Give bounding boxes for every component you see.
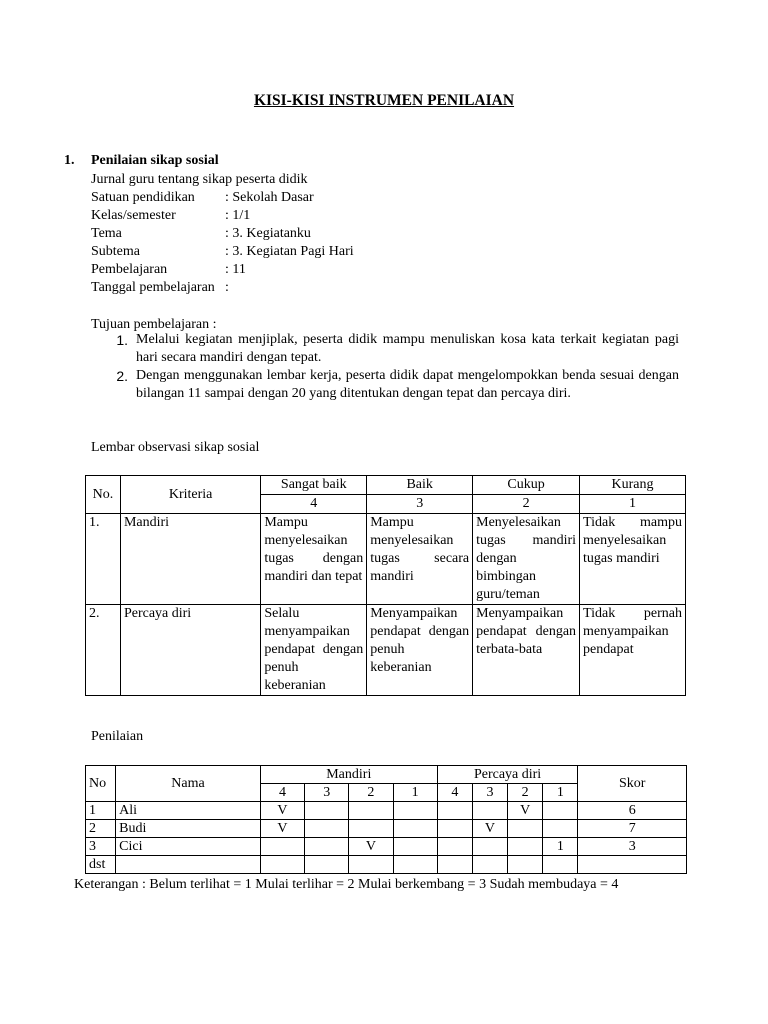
mark-cell [393, 802, 437, 820]
tujuan-item [91, 367, 679, 403]
mark-cell [260, 838, 304, 856]
row-no: 1. [86, 514, 121, 605]
header-nama: Nama [116, 766, 261, 802]
header-score: 3 [472, 784, 507, 802]
mark-cell [349, 802, 393, 820]
mark-cell: V [349, 838, 393, 856]
info-value: : 3. Kegiatanku [225, 226, 311, 241]
info-value: : 11 [225, 262, 246, 277]
header-no: No. [86, 476, 121, 514]
mark-cell: V [260, 802, 304, 820]
row-skor: 7 [578, 820, 687, 838]
table-cell: Mampu menyelesaikan tugas dengan mandiri dan tepat [261, 514, 367, 605]
mark-cell [393, 856, 437, 874]
info-key: Subtema [91, 244, 140, 259]
header-level-score: 2 [473, 495, 580, 514]
table-cell: Selalu menyampaikan pendapat dengan penuh keberanian [261, 605, 367, 696]
tujuan-label: Tujuan pembelajaran : [91, 317, 217, 332]
header-no: No [86, 766, 116, 802]
row-kriteria: Mandiri [120, 514, 260, 605]
mark-cell [508, 838, 543, 856]
header-level: Kurang [580, 476, 686, 495]
info-key: Tema [91, 226, 122, 241]
mark-cell [393, 820, 437, 838]
mark-cell [437, 856, 472, 874]
table-row [86, 856, 687, 874]
mark-cell [437, 802, 472, 820]
info-row [91, 225, 354, 243]
table-cell: Menyampaikan pendapat dengan penuh keberanian [367, 605, 473, 696]
section-subheading: Jurnal guru tentang sikap peserta didik [91, 172, 308, 187]
table-cell: Menyampaikan pendapat dengan terbata-bata [473, 605, 580, 696]
tujuan-text: Melalui kegiatan menjiplak, peserta didik mampu menuliskan kosa kata terkait kegiatan pagi hari secara mandiri dengan tepat. [136, 332, 679, 365]
header-level-score: 4 [261, 495, 367, 514]
info-key: Kelas/semester [91, 208, 176, 223]
table-row [86, 605, 686, 696]
mark-cell [437, 838, 472, 856]
mark-cell [543, 856, 578, 874]
info-row [91, 189, 354, 207]
section-number: 1. [64, 153, 75, 168]
info-value: : [225, 280, 229, 295]
header-skor: Skor [578, 766, 687, 802]
header-level: Sangat baik [261, 476, 367, 495]
tujuan-number: 2. [116, 368, 128, 384]
row-no: 2 [86, 820, 116, 838]
info-row [91, 207, 354, 225]
row-skor: 3 [578, 838, 687, 856]
table-row [86, 514, 686, 605]
info-key: Satuan pendidikan [91, 190, 195, 205]
header-score: 2 [508, 784, 543, 802]
header-score: 3 [305, 784, 349, 802]
info-key: Tanggal pembelajaran [91, 280, 215, 295]
row-no: dst [86, 856, 116, 874]
observasi-table [85, 475, 686, 696]
penilaian-label: Penilaian [91, 729, 144, 744]
header-score: 1 [393, 784, 437, 802]
info-block [91, 171, 354, 297]
row-nama: Cici [116, 838, 261, 856]
header-score: 4 [260, 784, 304, 802]
mark-cell [472, 856, 507, 874]
info-key: Pembelajaran [91, 262, 168, 277]
tujuan-item [91, 331, 679, 367]
row-no: 1 [86, 802, 116, 820]
keterangan: Keterangan : Belum terlihat = 1 Mulai terlihar = 2 Mulai berkembang = 3 Sudah membudaya = 4 [74, 877, 619, 892]
mark-cell [349, 820, 393, 838]
mark-cell [305, 838, 349, 856]
table-row [86, 820, 687, 838]
row-no: 2. [86, 605, 121, 696]
table-header-row [86, 766, 687, 784]
mark-cell [508, 820, 543, 838]
tujuan-text: Dengan menggunakan lembar kerja, peserta didik dapat mengelompokkan benda sesuai dengan bilangan 11 sampai dengan 20 yang ditentukan dengan tepat dan percaya diri. [136, 368, 679, 401]
info-row [91, 243, 354, 261]
table-header-row [86, 476, 686, 495]
row-nama [116, 856, 261, 874]
mark-cell: V [260, 820, 304, 838]
mark-cell [260, 856, 304, 874]
header-level-score: 3 [367, 495, 473, 514]
mark-cell [305, 802, 349, 820]
info-value: : 1/1 [225, 208, 251, 223]
header-score: 1 [543, 784, 578, 802]
header-score: 4 [437, 784, 472, 802]
row-skor [578, 856, 687, 874]
section-title: Penilaian sikap sosial [91, 153, 219, 168]
header-level-score: 1 [580, 495, 686, 514]
table-row [86, 802, 687, 820]
penilaian-table [85, 765, 687, 874]
header-score: 2 [349, 784, 393, 802]
row-no: 3 [86, 838, 116, 856]
table-row [86, 838, 687, 856]
tujuan-list [91, 331, 679, 403]
section-heading [64, 153, 219, 169]
row-skor: 6 [578, 802, 687, 820]
info-value: : 3. Kegiatan Pagi Hari [225, 244, 354, 259]
mark-cell [543, 802, 578, 820]
mark-cell [305, 856, 349, 874]
mark-cell [472, 838, 507, 856]
header-level: Baik [367, 476, 473, 495]
table-cell: Tidak mampu menyelesaikan tugas mandiri [580, 514, 686, 605]
mark-cell: V [472, 820, 507, 838]
mark-cell: 1 [543, 838, 578, 856]
header-percaya-diri: Percaya diri [437, 766, 578, 784]
row-nama: Budi [116, 820, 261, 838]
mark-cell [393, 838, 437, 856]
row-kriteria: Percaya diri [120, 605, 260, 696]
mark-cell: V [508, 802, 543, 820]
info-value: : Sekolah Dasar [225, 190, 314, 205]
mark-cell [543, 820, 578, 838]
mark-cell [472, 802, 507, 820]
mark-cell [437, 820, 472, 838]
table-cell: Tidak pernah menyampaikan pendapat [580, 605, 686, 696]
header-kriteria: Kriteria [120, 476, 260, 514]
header-mandiri: Mandiri [260, 766, 437, 784]
tujuan-number: 1. [116, 332, 128, 348]
table-cell: Mampu menyelesaikan tugas secara mandiri [367, 514, 473, 605]
observasi-label: Lembar observasi sikap sosial [91, 440, 260, 455]
header-level: Cukup [473, 476, 580, 495]
mark-cell [305, 820, 349, 838]
page-title: KISI-KISI INSTRUMEN PENILAIAN [253, 92, 515, 109]
row-nama: Ali [116, 802, 261, 820]
info-row [91, 279, 354, 297]
mark-cell [508, 856, 543, 874]
info-row [91, 261, 354, 279]
table-cell: Menyelesaikan tugas mandiri dengan bimbingan guru/teman [473, 514, 580, 605]
mark-cell [349, 856, 393, 874]
